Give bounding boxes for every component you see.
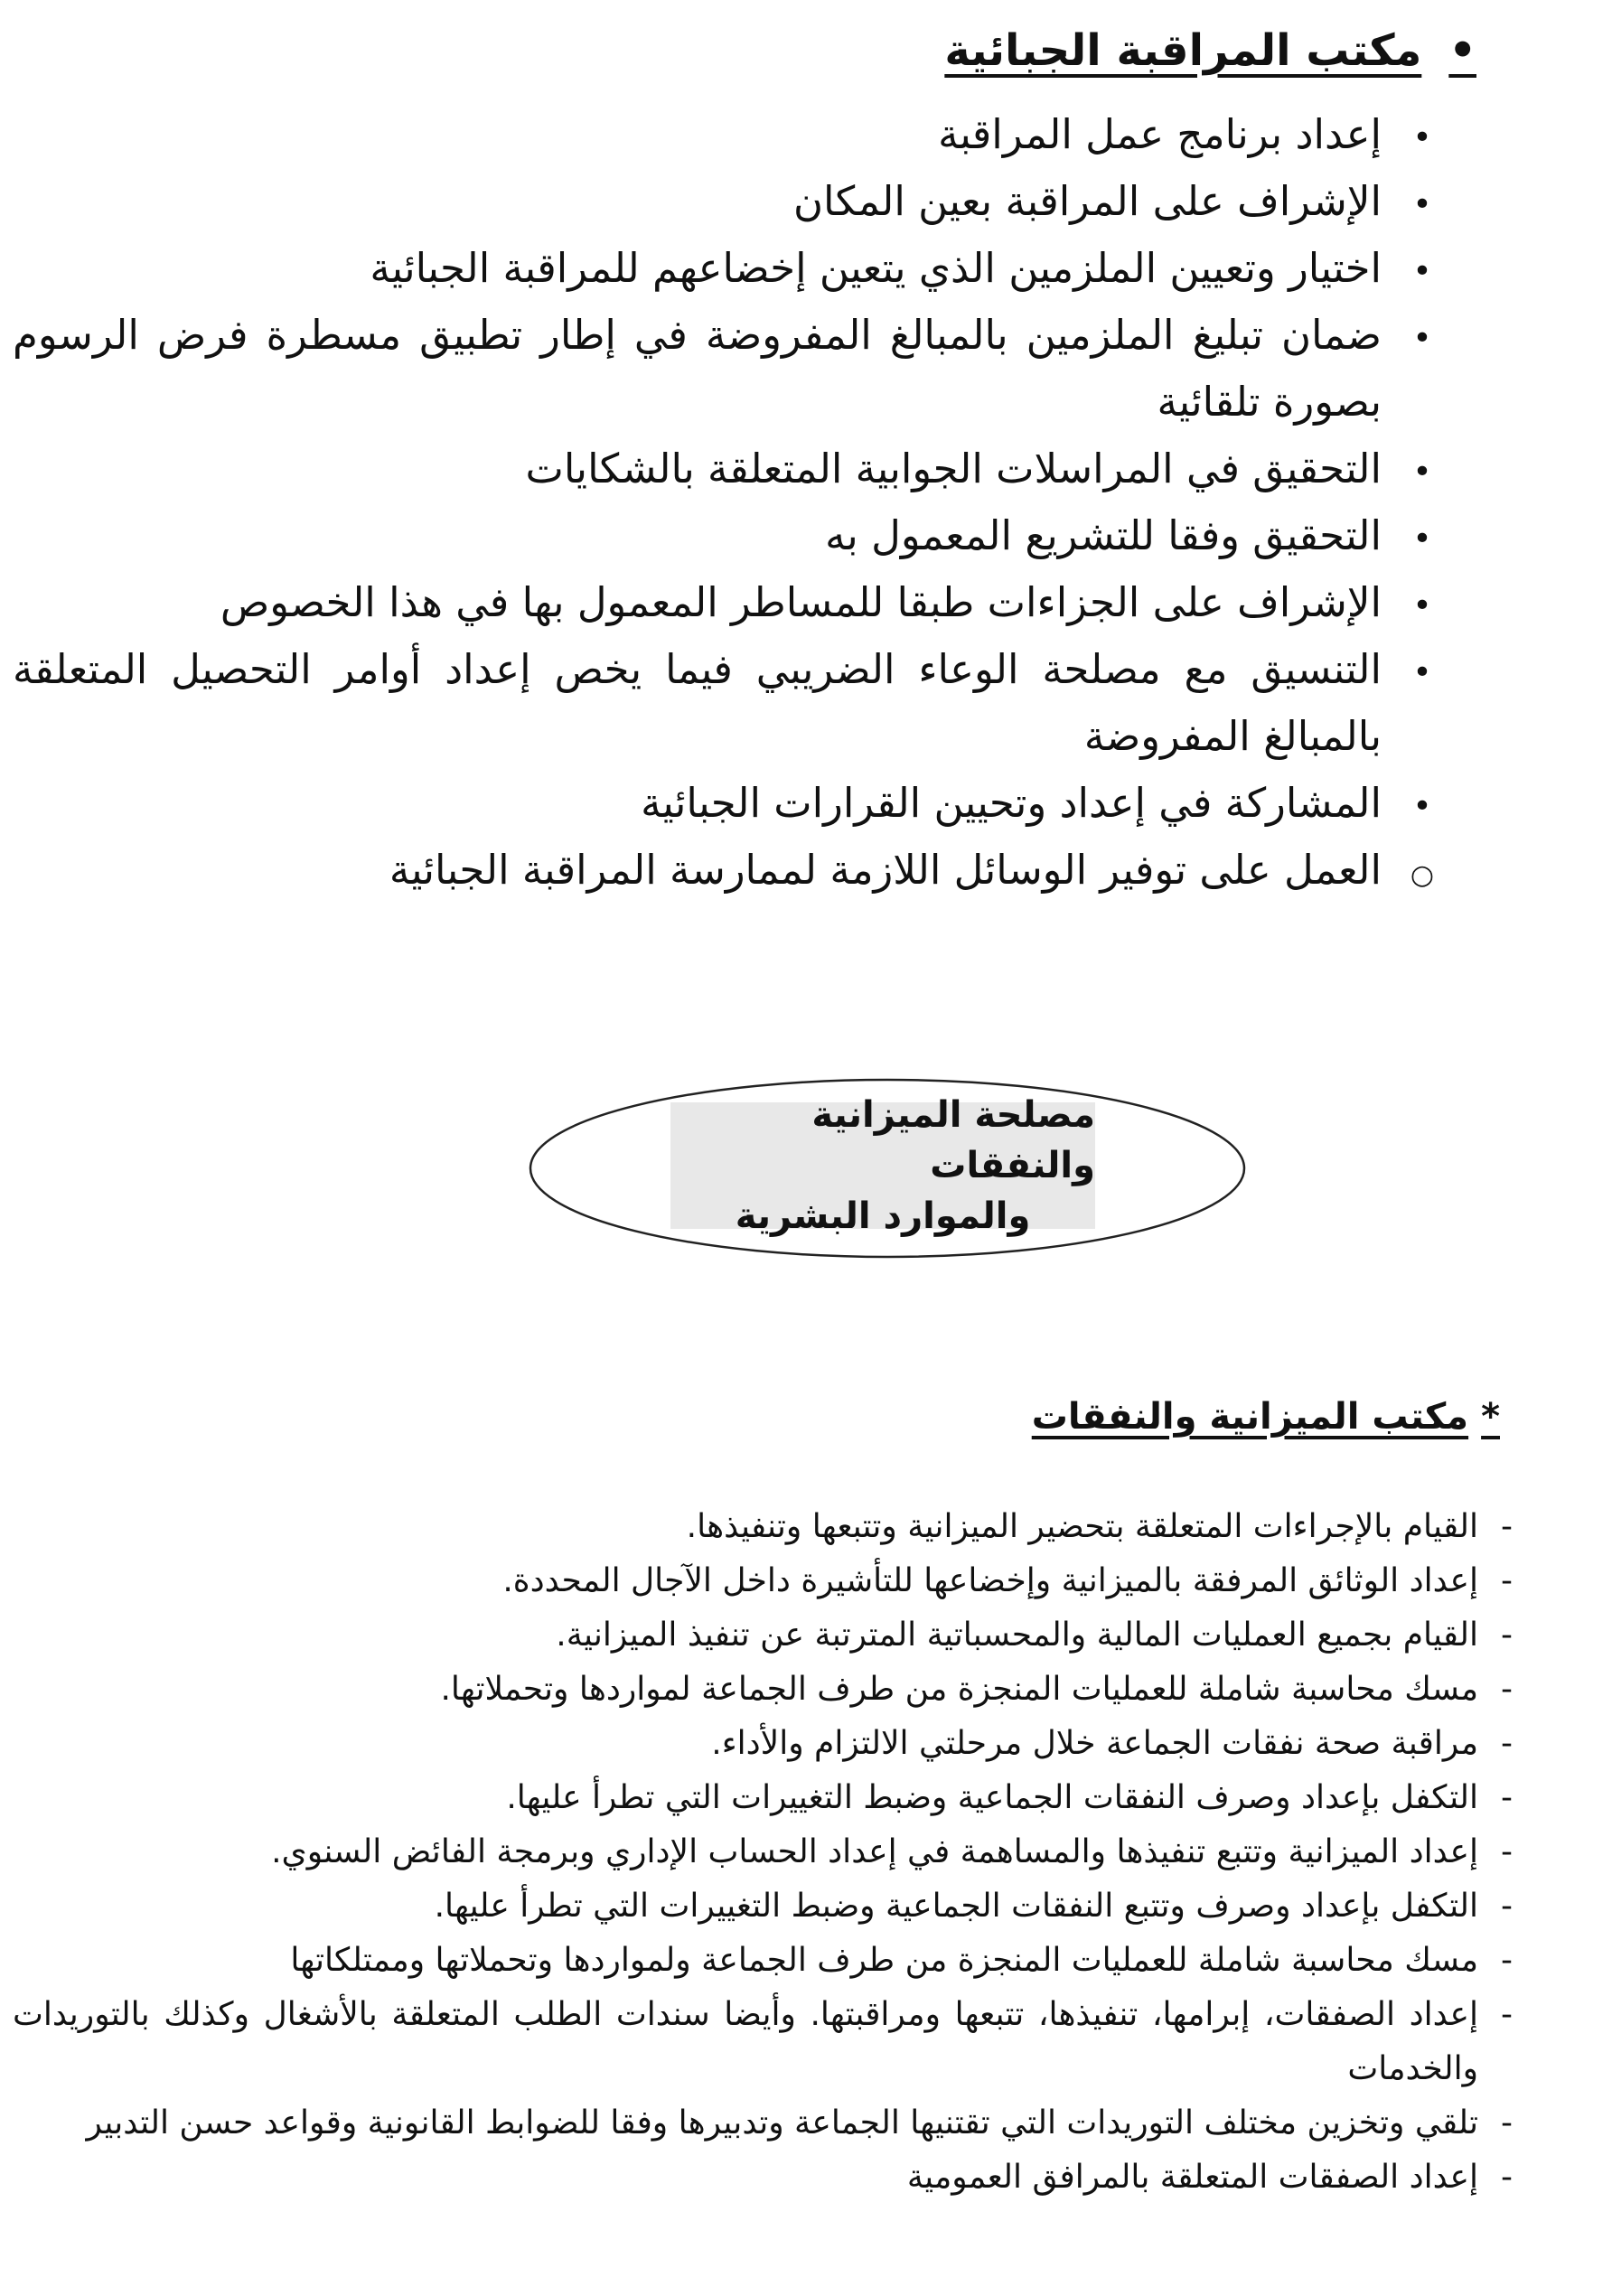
- section1-list-item: [13, 168, 1440, 235]
- section1-title: مكتب المراقبة الجبائية: [944, 25, 1422, 76]
- section1-list-item: [13, 569, 1440, 636]
- section2-title: مكتب الميزانية والنفقات: [1031, 1396, 1469, 1438]
- oval-line-1: مصلحة الميزانية والنفقات: [811, 1094, 1095, 1186]
- section2-list-item: [13, 1825, 1513, 1879]
- dash-bullet: -: [1501, 1617, 1513, 1654]
- dash-bullet: -: [1501, 1888, 1513, 1925]
- dash-bullet: -: [1501, 1725, 1513, 1762]
- section2-item-text: إعداد الميزانية وتتبع تنفيذها والمساهمة في إعداد الحساب الإداري وبرمجة الفائض السنوي.: [271, 1833, 1478, 1870]
- section2-item-text: التكفل بإعداد وصرف وتتبع النفقات الجماعية وضبط التغييرات التي تطرأ عليها.: [434, 1888, 1478, 1925]
- oval-label-box: [670, 1094, 1095, 1237]
- section2-item-text: القيام بالإجراءات المتعلقة بتحضير الميزانية وتتبعها وتنفيذها.: [686, 1508, 1478, 1545]
- dash-bullet: -: [1501, 1996, 1513, 2033]
- section2-item-text: إعداد الصفقات المتعلقة بالمرافق العمومية: [906, 2159, 1478, 2196]
- section2-list-item: [13, 1663, 1513, 1717]
- section2-list-item: [13, 1500, 1513, 1554]
- section1-item-text: التحقيق في المراسلات الجوابية المتعلقة بالشكايات: [525, 445, 1382, 492]
- section2-item-text: القيام بجميع العمليات المالية والمحسباتية المترتبة عن تنفيذ الميزانية.: [556, 1617, 1478, 1654]
- section2-item-text: تلقي وتخزين مختلف التوريدات التي تقتنيها الجماعة وتدبيرها وفقا للضوابط القانونية وقواعد حسن التدبير: [86, 2104, 1478, 2141]
- section1-item-text: التحقيق وفقا للتشريع المعمول به: [825, 511, 1382, 559]
- section1-list-item: [13, 636, 1440, 770]
- oval-line-2: والموارد البشرية: [735, 1195, 1031, 1237]
- section2-item-text: مسك محاسبة شاملة للعمليات المنجزة من طرف الجماعة لمواردها وتحملاتها.: [440, 1671, 1478, 1708]
- section1-list: [13, 101, 1440, 904]
- section2-list-item: [13, 2096, 1513, 2151]
- section1-item-text: المشاركة في إعداد وتحيين القرارات الجبائية: [641, 779, 1382, 827]
- section2-item-text: مراقبة صحة نفقات الجماعة خلال مرحلتي الالتزام والأداء.: [711, 1725, 1478, 1762]
- dash-bullet: -: [1501, 1671, 1513, 1708]
- section2-item-text: مسك محاسبة شاملة للعمليات المنجزة من طرف الجماعة ولمواردها وتحملاتها وممتلكاتها: [290, 1942, 1478, 1979]
- section1-item-text: اختيار وتعيين الملزمين الذي يتعين إخضاعهم للمراقبة الجبائية: [370, 244, 1382, 292]
- dot-bullet-icon: [1404, 770, 1440, 840]
- dash-bullet: -: [1501, 1942, 1513, 1979]
- dot-bullet-icon: [1404, 636, 1440, 707]
- section2-list-item: [13, 1879, 1513, 1934]
- section2-star: *: [1481, 1396, 1500, 1438]
- dot-bullet-icon: [1404, 436, 1440, 506]
- dot-bullet-icon: [1404, 302, 1440, 372]
- section1-item-text: التنسيق مع مصلحة الوعاء الضريبي فيما يخص إعداد أوامر التحصيل المتعلقة بالمبالغ المفروضة: [13, 645, 1382, 760]
- section1-list-item: [13, 101, 1440, 168]
- section1-item-text: إعداد برنامج عمل المراقبة: [938, 110, 1382, 158]
- dot-bullet-icon: [1404, 502, 1440, 573]
- section1-bullet: •: [1448, 25, 1476, 76]
- section2-list-item: [13, 2151, 1513, 2205]
- dash-bullet: -: [1501, 1562, 1513, 1599]
- dot-bullet-icon: [1404, 168, 1440, 239]
- section2-list-item: [13, 1554, 1513, 1608]
- dash-bullet: -: [1501, 1779, 1513, 1816]
- dash-bullet: -: [1501, 1508, 1513, 1545]
- section2-item-text: إعداد الصفقات، إبرامها، تنفيذها، تتبعها ومراقبتها. وأيضا سندات الطلب المتعلقة بالأشغال وكذلك بالتوريدات والخدمات: [13, 1996, 1478, 2087]
- section2-list: [13, 1500, 1513, 2205]
- section2-list-item: [13, 1988, 1513, 2096]
- section1-item-text: الإشراف على الجزاءات طبقا للمساطر المعمول بها في هذا الخصوص: [220, 578, 1382, 626]
- section1-list-item: [13, 235, 1440, 302]
- section2-list-item: [13, 1771, 1513, 1825]
- dot-bullet-icon: [1404, 101, 1440, 172]
- dot-bullet-icon: [1404, 569, 1440, 640]
- section2-list-item: [13, 1717, 1513, 1771]
- section1-list-item: [13, 302, 1440, 436]
- section1-heading: [944, 25, 1476, 76]
- section2-heading: [1032, 1396, 1500, 1438]
- section1-list-item: [13, 502, 1440, 569]
- section1-item-text: ضمان تبليغ الملزمين بالمبالغ المفروضة في إطار تطبيق مسطرة فرض الرسوم بصورة تلقائية: [13, 311, 1382, 426]
- dot-bullet-icon: [1404, 235, 1440, 305]
- section1-list-item: [13, 436, 1440, 502]
- dash-bullet: -: [1501, 2104, 1513, 2141]
- section2-list-item: [13, 1608, 1513, 1663]
- dash-bullet: -: [1501, 2159, 1513, 2196]
- section1-list-item: [13, 837, 1440, 904]
- dash-bullet: -: [1501, 1833, 1513, 1870]
- service-oval: [517, 1071, 1258, 1265]
- section1-item-text: العمل على توفير الوسائل اللازمة لممارسة المراقبة الجبائية: [389, 846, 1382, 894]
- section2-list-item: [13, 1934, 1513, 1988]
- section2-item-text: التكفل بإعداد وصرف النفقات الجماعية وضبط التغييرات التي تطرأ عليها.: [506, 1779, 1478, 1816]
- section1-list-item: [13, 770, 1440, 837]
- section2-item-text: إعداد الوثائق المرفقة بالميزانية وإخضاعها للتأشيرة داخل الآجال المحددة.: [502, 1562, 1478, 1599]
- circle-bullet-icon: [1404, 837, 1440, 909]
- section1-item-text: الإشراف على المراقبة بعين المكان: [792, 177, 1382, 225]
